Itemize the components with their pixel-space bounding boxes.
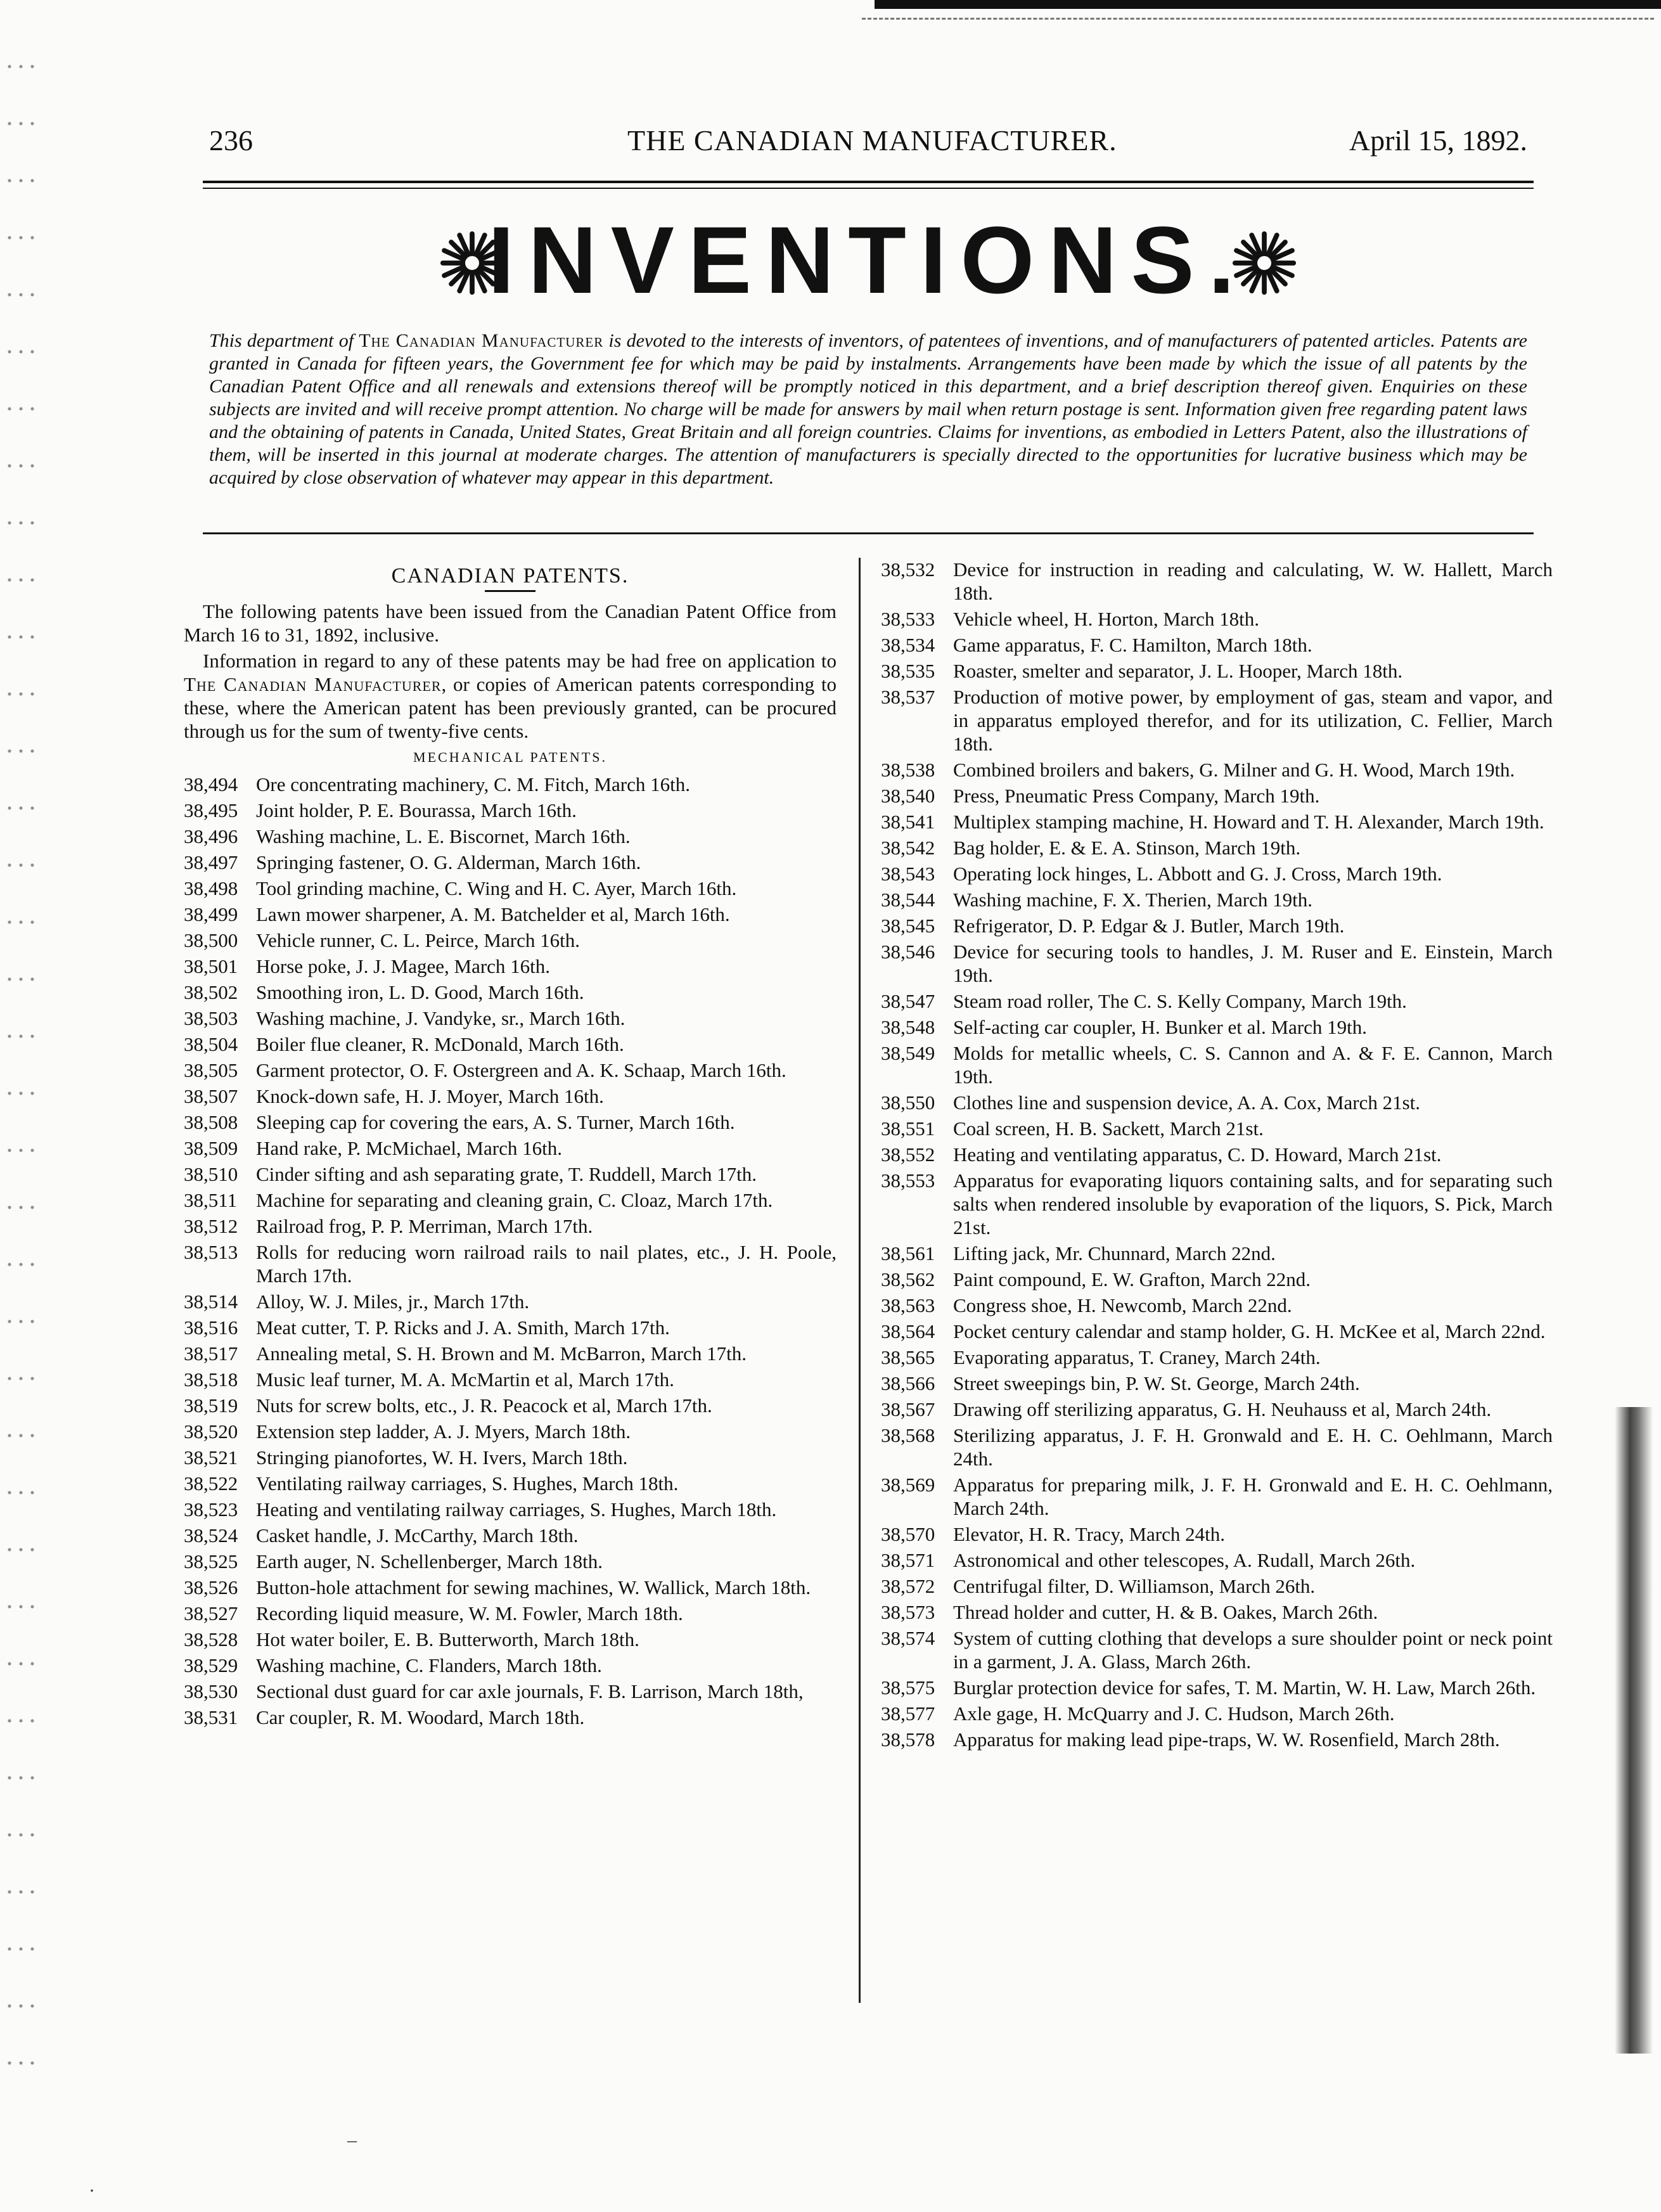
patent-number: 38,540	[881, 785, 935, 807]
patent-number: 38,538	[881, 759, 935, 781]
patent-entry	[184, 1188, 837, 1212]
patent-description: Washing machine, C. Flanders, March 18th.	[256, 1654, 602, 1676]
patent-description: Clothes line and suspension device, A. A. Cox, March 21st.	[953, 1091, 1421, 1114]
patent-description: Centrifugal filter, D. Williamson, March 26th.	[953, 1575, 1316, 1597]
patent-description: Boiler flue cleaner, R. McDonald, March 16th.	[256, 1033, 624, 1055]
patent-description: Elevator, H. R. Tracy, March 24th.	[953, 1523, 1225, 1545]
patent-entry	[881, 1169, 1553, 1239]
patent-number: 38,517	[184, 1342, 238, 1365]
patent-description: Molds for metallic wheels, C. S. Cannon and A. & F. E. Cannon, March 19th.	[953, 1042, 1553, 1088]
patent-description: Astronomical and other telescopes, A. Rudall, March 26th.	[953, 1549, 1416, 1571]
patent-description: Lifting jack, Mr. Chunnard, March 22nd.	[953, 1242, 1276, 1264]
patent-number: 38,520	[184, 1420, 238, 1443]
patent-entry	[881, 1242, 1553, 1265]
patent-description: Ventilating railway carriages, S. Hughes, March 18th.	[256, 1472, 679, 1495]
patent-entry	[881, 1143, 1553, 1166]
patent-number: 38,549	[881, 1042, 935, 1064]
patent-description: Sterilizing apparatus, J. F. H. Gronwald and E. H. C. Oehlmann, March 24th.	[953, 1424, 1553, 1470]
patent-description: Hot water boiler, E. B. Butterworth, March 18th.	[256, 1628, 639, 1650]
patent-description: Self-acting car coupler, H. Bunker et al. March 19th.	[953, 1016, 1367, 1038]
patent-description: Press, Pneumatic Press Company, March 19th.	[953, 785, 1320, 807]
patent-number: 38,553	[881, 1169, 935, 1192]
patent-entry	[184, 1602, 837, 1625]
patent-description: Hand rake, P. McMichael, March 16th.	[256, 1137, 562, 1159]
patent-description: Nuts for screw bolts, etc., J. R. Peacock et al, March 17th.	[256, 1394, 712, 1417]
patent-entry	[184, 851, 837, 874]
patent-number: 38,531	[184, 1706, 238, 1728]
patent-description: Stringing pianofortes, W. H. Ivers, March 18th.	[256, 1446, 628, 1469]
patent-description: Heating and ventilating railway carriages, S. Hughes, March 18th.	[256, 1498, 777, 1521]
column-divider	[859, 558, 861, 2003]
intro-magazine-name: The Canadian Manufacturer	[359, 330, 604, 351]
patent-description: Recording liquid measure, W. M. Fowler, March 18th.	[256, 1602, 683, 1624]
patent-description: Apparatus for making lead pipe-traps, W. W. Rosenfield, March 28th.	[953, 1728, 1500, 1751]
patent-description: Multiplex stamping machine, H. Howard and T. H. Alexander, March 19th.	[953, 811, 1544, 833]
info-text-b: , or copies of American patents corresponding to these, where the American patent has been previously granted, can be procured through us for the sum of twenty-five cents.	[184, 673, 837, 742]
patent-description: Apparatus for evaporating liquors containing salts, and for separating such salts when rendered insoluble by evaporation of the liquors, S. Pick, March 21st.	[953, 1169, 1553, 1238]
patent-entry	[184, 1706, 837, 1729]
information-paragraph	[184, 649, 837, 743]
patent-number: 38,497	[184, 851, 238, 873]
ink-smudge: –	[347, 2130, 357, 2151]
patent-entry	[881, 1268, 1553, 1291]
patent-number: 38,527	[184, 1602, 238, 1624]
patent-entry	[184, 1006, 837, 1030]
section-title-row	[203, 203, 1534, 317]
patent-description: Sleeping cap for covering the ears, A. S. Turner, March 16th.	[256, 1111, 735, 1133]
patent-number: 38,569	[881, 1474, 935, 1496]
patent-number: 38,514	[184, 1290, 238, 1313]
patent-number: 38,562	[881, 1268, 935, 1290]
patent-description: Paint compound, E. W. Grafton, March 22nd.	[953, 1268, 1311, 1290]
patent-description: Vehicle runner, C. L. Peirce, March 16th.	[256, 929, 580, 951]
patent-number: 38,573	[881, 1601, 935, 1623]
scan-edge-bar	[875, 0, 1661, 9]
patent-entry	[184, 1680, 837, 1703]
ink-smudge: ·	[89, 2180, 95, 2201]
patent-entry	[184, 1240, 837, 1287]
scan-edge-dashes	[862, 18, 1654, 21]
patent-number: 38,567	[881, 1398, 935, 1420]
patent-description: Smoothing iron, L. D. Good, March 16th.	[256, 981, 584, 1003]
patent-number: 38,512	[184, 1215, 238, 1237]
patent-entry	[184, 1472, 837, 1495]
header-rule-thick	[203, 181, 1534, 183]
patent-description: Axle gage, H. McQuarry and J. C. Hudson, March 26th.	[953, 1702, 1395, 1725]
patent-entry	[881, 659, 1553, 683]
patent-entry	[881, 1015, 1553, 1039]
patent-entry	[881, 1626, 1553, 1673]
patent-description: Springing fastener, O. G. Alderman, March 16th.	[256, 851, 641, 873]
patent-entry	[881, 1702, 1553, 1725]
patent-entry	[881, 1574, 1553, 1598]
patent-description: Drawing off sterilizing apparatus, G. H. Neuhauss et al, March 24th.	[953, 1398, 1492, 1420]
patent-description: Washing machine, J. Vandyke, sr., March 16th.	[256, 1007, 625, 1029]
patent-number: 38,564	[881, 1320, 935, 1342]
patent-description: System of cutting clothing that develops a sure shoulder point or neck point in a garment, J. A. Glass, March 26th.	[953, 1627, 1553, 1673]
patent-number: 38,508	[184, 1111, 238, 1133]
patent-entry	[881, 784, 1553, 807]
patent-description: Horse poke, J. J. Magee, March 16th.	[256, 955, 551, 977]
patent-number: 38,504	[184, 1033, 238, 1055]
patent-number: 38,545	[881, 915, 935, 937]
canadian-patents-heading: CANADIAN PATENTS.	[391, 564, 629, 588]
intro-rule	[203, 532, 1534, 534]
patent-entry	[881, 1473, 1553, 1520]
patent-description: Machine for separating and cleaning grain, C. Cloaz, March 17th.	[256, 1189, 773, 1211]
patent-description: Railroad frog, P. P. Merriman, March 17th.	[256, 1215, 593, 1237]
patent-entry	[184, 1136, 837, 1160]
patent-number: 38,505	[184, 1059, 238, 1081]
patent-entry	[184, 1654, 837, 1677]
patent-number: 38,528	[184, 1628, 238, 1650]
patent-entry	[881, 1117, 1553, 1140]
patent-number: 38,541	[881, 811, 935, 833]
patent-entry	[881, 1346, 1553, 1369]
patent-description: Steam road roller, The C. S. Kelly Company, March 19th.	[953, 990, 1407, 1012]
patent-number: 38,570	[881, 1523, 935, 1545]
patent-entry	[184, 1342, 837, 1365]
patent-number: 38,550	[881, 1091, 935, 1114]
patent-number: 38,529	[184, 1654, 238, 1676]
patent-description: Joint holder, P. E. Bourassa, March 16th.	[256, 799, 577, 821]
patent-description: Meat cutter, T. P. Ricks and J. A. Smith, March 17th.	[256, 1316, 670, 1339]
patent-entry	[184, 1524, 837, 1547]
patent-entry	[184, 1290, 837, 1313]
running-header	[209, 124, 1527, 174]
patent-number: 38,566	[881, 1372, 935, 1394]
patent-number: 38,578	[881, 1728, 935, 1751]
patent-entry	[881, 810, 1553, 833]
patent-entry	[184, 1316, 837, 1339]
info-magazine-name: The Canadian Manufacturer	[184, 673, 442, 695]
patent-number: 38,552	[881, 1143, 935, 1166]
patent-description: Roaster, smelter and separator, J. L. Hooper, March 18th.	[953, 660, 1403, 682]
patent-description: Thread holder and cutter, H. & B. Oakes, March 26th.	[953, 1601, 1378, 1623]
patent-description: Device for securing tools to handles, J. M. Ruser and E. Einstein, March 19th.	[953, 941, 1553, 986]
patent-number: 38,543	[881, 863, 935, 885]
patent-entry	[881, 1041, 1553, 1088]
intro-body: is devoted to the interests of inventors, of patentees of inventions, and of manufacturers of patented articles. Patents are granted in Canada for fifteen years, the Government fee for which may be paid by instalments. Arrangements have been made by which the issue of all patents by the Canadian Patent Office and all renewals and extensions thereof will be promptly noticed in this department, and a brief description thereof given. Enquiries on these subjects are invited and will receive prompt attention. No charge will be made for answers by mail when return postage is sent. Information given free regarding patent laws and the obtaining of patents in Canada, United States, Great Britain and all foreign countries. Claims for inventions, as embodied in Letters Patent, also the illustrations of them, will be inserted in this journal at moderate charges. The attention of manufacturers is specially directed to the opportunities for lucrative business which may be acquired by close observation of whatever may appear in this department.	[209, 330, 1527, 488]
patent-description: Device for instruction in reading and calculating, W. W. Hallett, March 18th.	[953, 558, 1553, 604]
patent-number: 38,495	[184, 799, 238, 821]
patent-number: 38,519	[184, 1394, 238, 1417]
patent-entry	[881, 1600, 1553, 1624]
patent-number: 38,534	[881, 634, 935, 656]
patent-entry	[184, 773, 837, 796]
patent-entry	[881, 940, 1553, 987]
patent-description: Music leaf turner, M. A. McMartin et al, March 17th.	[256, 1368, 674, 1391]
patent-description: Garment protector, O. F. Ostergreen and A. K. Schaap, March 16th.	[256, 1059, 786, 1081]
scan-binding-marks	[4, 38, 42, 2066]
patent-description: Operating lock hinges, L. Abbott and G. J. Cross, March 19th.	[953, 863, 1442, 885]
patent-entry	[881, 836, 1553, 859]
patent-entry	[881, 758, 1553, 781]
patent-description: Tool grinding machine, C. Wing and H. C. Ayer, March 16th.	[256, 877, 737, 899]
patent-description: Annealing metal, S. H. Brown and M. McBarron, March 17th.	[256, 1342, 747, 1365]
patent-number: 38,561	[881, 1242, 935, 1264]
patent-number: 38,563	[881, 1294, 935, 1316]
patent-description: Burglar protection device for safes, T. M. Martin, W. H. Law, March 26th.	[953, 1676, 1536, 1699]
patent-number: 38,510	[184, 1163, 238, 1185]
patent-number: 38,565	[881, 1346, 935, 1368]
patent-entry	[881, 1424, 1553, 1470]
patent-entry	[184, 1058, 837, 1082]
patent-entry	[184, 1084, 837, 1108]
patent-number: 38,500	[184, 929, 238, 951]
patent-entry	[881, 1728, 1553, 1751]
mechanical-patents-subheading: MECHANICAL PATENTS.	[413, 749, 607, 765]
patent-number: 38,518	[184, 1368, 238, 1391]
patent-number: 38,525	[184, 1550, 238, 1572]
patent-description: Washing machine, L. E. Biscornet, March 16th.	[256, 825, 631, 847]
patent-description: Evaporating apparatus, T. Craney, March 24th.	[953, 1346, 1321, 1368]
patent-description: Pocket century calendar and stamp holder, G. H. McKee et al, March 22nd.	[953, 1320, 1546, 1342]
patent-entry	[881, 1398, 1553, 1421]
patent-description: Refrigerator, D. P. Edgar & J. Butler, March 19th.	[953, 915, 1345, 937]
patent-number: 38,494	[184, 773, 238, 795]
patent-description: Knock-down safe, H. J. Moyer, March 16th.	[256, 1085, 604, 1107]
patent-description: Casket handle, J. McCarthy, March 18th.	[256, 1524, 579, 1546]
patent-entry	[881, 558, 1553, 605]
issue-date: April 15, 1892.	[1349, 124, 1527, 157]
patent-entry	[184, 1576, 837, 1599]
left-column	[184, 558, 837, 1732]
patent-number: 38,513	[184, 1241, 238, 1263]
patent-description: Earth auger, N. Schellenberger, March 18th.	[256, 1550, 603, 1572]
header-rule-thin	[203, 188, 1534, 189]
patent-entry	[184, 1162, 837, 1186]
patent-entry	[184, 1214, 837, 1238]
patent-entry	[184, 1498, 837, 1521]
inventions-title: INVENTIONS.	[487, 207, 1249, 313]
patent-description: Apparatus for preparing milk, J. F. H. Gronwald and E. H. C. Oehlmann, March 24th.	[953, 1474, 1553, 1519]
patent-description: Coal screen, H. B. Sackett, March 21st.	[953, 1117, 1264, 1140]
patent-number: 38,572	[881, 1575, 935, 1597]
patent-entry	[881, 1294, 1553, 1317]
patent-entry	[184, 903, 837, 926]
patent-number: 38,499	[184, 903, 238, 925]
right-column	[881, 558, 1553, 1754]
patent-entry	[881, 1548, 1553, 1572]
patents-issued-paragraph: The following patents have been issued from the Canadian Patent Office from March 16 to 31, 1892, inclusive.	[184, 600, 837, 646]
patent-number: 38,568	[881, 1424, 935, 1446]
patent-entry	[184, 799, 837, 822]
patent-number: 38,533	[881, 608, 935, 630]
patent-number: 38,575	[881, 1676, 935, 1699]
patent-description: Rolls for reducing worn railroad rails to nail plates, etc., J. H. Poole, March 17th.	[256, 1241, 837, 1287]
patent-entry	[184, 825, 837, 848]
patent-number: 38,498	[184, 877, 238, 899]
patent-entry	[881, 1676, 1553, 1699]
info-text-a: Information in regard to any of these patents may be had free on application to	[203, 650, 837, 672]
patent-number: 38,526	[184, 1576, 238, 1598]
patent-description: Sectional dust guard for car axle journals, F. B. Larrison, March 18th,	[256, 1680, 804, 1702]
patent-number: 38,502	[184, 981, 238, 1003]
asterisk-ornament-icon	[437, 228, 507, 298]
patent-description: Heating and ventilating apparatus, C. D. Howard, March 21st.	[953, 1143, 1442, 1166]
patent-number: 38,546	[881, 941, 935, 963]
patent-entry	[881, 888, 1553, 911]
patent-description: Lawn mower sharpener, A. M. Batchelder et al, March 16th.	[256, 903, 730, 925]
patent-entry	[881, 1372, 1553, 1395]
patent-entry	[881, 989, 1553, 1013]
patent-entry	[184, 1446, 837, 1469]
patent-description: Extension step ladder, A. J. Myers, March 18th.	[256, 1420, 631, 1443]
patent-entry	[184, 1032, 837, 1056]
patent-entry	[184, 1628, 837, 1651]
patent-number: 38,507	[184, 1085, 238, 1107]
patent-number: 38,574	[881, 1627, 935, 1649]
patent-entry	[881, 914, 1553, 937]
patent-number: 38,532	[881, 558, 935, 581]
patent-number: 38,542	[881, 837, 935, 859]
heading-dash	[485, 590, 535, 592]
patent-entry	[184, 877, 837, 900]
scan-edge-shadow	[1615, 1407, 1653, 2054]
patent-entry	[184, 1550, 837, 1573]
patent-number: 38,523	[184, 1498, 238, 1521]
patent-entry	[184, 1368, 837, 1391]
patent-entry	[881, 1091, 1553, 1114]
patent-description: Washing machine, F. X. Therien, March 19th.	[953, 889, 1312, 911]
patent-description: Ore concentrating machinery, C. M. Fitch, March 16th.	[256, 773, 690, 795]
page-number: 236	[209, 124, 253, 157]
patent-entry	[184, 955, 837, 978]
patent-number: 38,571	[881, 1549, 935, 1571]
patent-entry	[881, 862, 1553, 885]
department-intro	[209, 330, 1527, 520]
patent-entry	[881, 607, 1553, 631]
patent-number: 38,547	[881, 990, 935, 1012]
patent-description: Cinder sifting and ash separating grate, T. Ruddell, March 17th.	[256, 1163, 757, 1185]
intro-lead: This department of	[209, 330, 359, 351]
patent-entry	[184, 981, 837, 1004]
patent-number: 38,521	[184, 1446, 238, 1469]
patent-number: 38,496	[184, 825, 238, 847]
patent-entry	[184, 1110, 837, 1134]
patent-number: 38,501	[184, 955, 238, 977]
patent-entry	[881, 633, 1553, 657]
patent-number: 38,522	[184, 1472, 238, 1495]
patent-entry	[184, 1394, 837, 1417]
patent-number: 38,548	[881, 1016, 935, 1038]
patent-description: Alloy, W. J. Miles, jr., March 17th.	[256, 1290, 530, 1313]
patent-number: 38,544	[881, 889, 935, 911]
patent-entry	[881, 1522, 1553, 1546]
patent-entry	[881, 685, 1553, 756]
patent-entry	[184, 1420, 837, 1443]
patent-description: Combined broilers and bakers, G. Milner and G. H. Wood, March 19th.	[953, 759, 1515, 781]
patent-number: 38,511	[184, 1189, 238, 1211]
patent-description: Congress shoe, H. Newcomb, March 22nd.	[953, 1294, 1292, 1316]
patent-number: 38,509	[184, 1137, 238, 1159]
patent-number: 38,516	[184, 1316, 238, 1339]
patent-description: Game apparatus, F. C. Hamilton, March 18th.	[953, 634, 1312, 656]
asterisk-ornament-icon	[1229, 228, 1299, 298]
patent-number: 38,551	[881, 1117, 935, 1140]
patent-entry	[184, 929, 837, 952]
patent-number: 38,524	[184, 1524, 238, 1546]
right-patent-list	[881, 558, 1553, 1751]
patent-number: 38,530	[184, 1680, 238, 1702]
magazine-name: THE CANADIAN MANUFACTURER.	[627, 124, 1117, 157]
patent-entry	[881, 1320, 1553, 1343]
patent-description: Street sweepings bin, P. W. St. George, March 24th.	[953, 1372, 1360, 1394]
patent-description: Vehicle wheel, H. Horton, March 18th.	[953, 608, 1259, 630]
left-patent-list	[184, 773, 837, 1729]
patent-description: Bag holder, E. & E. A. Stinson, March 19th.	[953, 837, 1301, 859]
patent-description: Button-hole attachment for sewing machines, W. Wallick, March 18th.	[256, 1576, 811, 1598]
patent-description: Car coupler, R. M. Woodard, March 18th.	[256, 1706, 585, 1728]
patent-number: 38,577	[881, 1702, 935, 1725]
patent-number: 38,535	[881, 660, 935, 682]
patent-number: 38,503	[184, 1007, 238, 1029]
patent-number: 38,537	[881, 686, 935, 708]
patent-description: Production of motive power, by employment of gas, steam and vapor, and in apparatus employed therefor, and for its utilization, C. Fellier, March 18th.	[953, 686, 1553, 755]
